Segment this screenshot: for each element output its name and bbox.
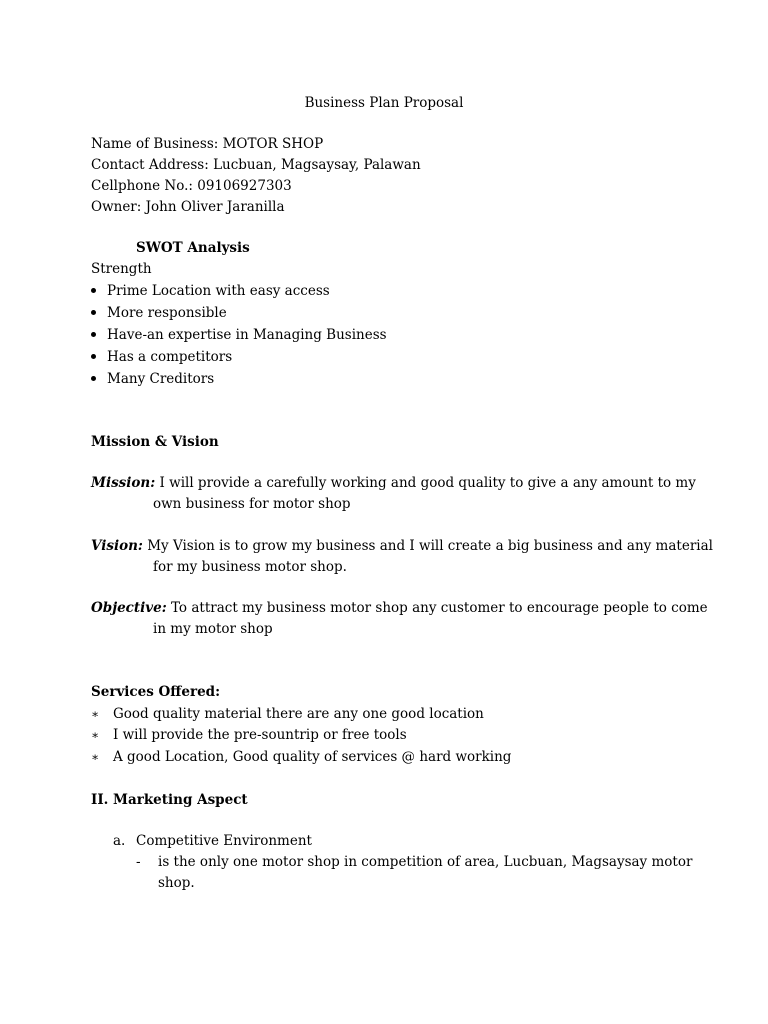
asterisk-bullet-icon: ∗ bbox=[91, 728, 100, 742]
competitive-environment-label: Competitive Environment bbox=[136, 833, 312, 849]
vision-paragraph: Vision: My Vision is to grow my business and I will create a big business and any material bbox=[91, 538, 713, 554]
owner-name: Owner: John Oliver Jaranilla bbox=[91, 199, 285, 215]
dash-marker: - bbox=[136, 854, 141, 870]
service-item: ∗ Good quality material there are any one good location bbox=[91, 706, 484, 722]
bullet-dot-icon bbox=[91, 288, 96, 293]
strength-item: Prime Location with easy access bbox=[91, 282, 330, 300]
service-item: ∗ A good Location, Good quality of services @ hard working bbox=[91, 749, 512, 765]
bullet-dot-icon bbox=[91, 376, 96, 381]
strength-item: Have-an expertise in Managing Business bbox=[91, 326, 387, 344]
asterisk-bullet-icon: ∗ bbox=[91, 750, 100, 764]
objective-paragraph: Objective: To attract my business motor shop any customer to encourage people to come bbox=[91, 600, 708, 616]
marketing-heading: II. Marketing Aspect bbox=[91, 792, 248, 808]
competition-text: is the only one motor shop in competition of area, Lucbuan, Magsaysay motor bbox=[158, 854, 693, 870]
business-name: Name of Business: MOTOR SHOP bbox=[91, 136, 324, 152]
cellphone-number: Cellphone No.: 09106927303 bbox=[91, 178, 292, 194]
asterisk-bullet-icon: ∗ bbox=[91, 707, 100, 721]
sub-marker: a. bbox=[113, 833, 126, 849]
bullet-dot-icon bbox=[91, 354, 96, 359]
competition-continuation: shop. bbox=[158, 875, 195, 891]
strength-item: Many Creditors bbox=[91, 370, 214, 388]
strength-item: Has a competitors bbox=[91, 348, 232, 366]
bullet-dot-icon bbox=[91, 310, 96, 315]
services-heading: Services Offered: bbox=[91, 684, 221, 700]
strength-label: Strength bbox=[91, 261, 152, 277]
swot-heading: SWOT Analysis bbox=[136, 240, 250, 256]
objective-continuation: in my motor shop bbox=[153, 621, 273, 637]
strength-item: More responsible bbox=[91, 304, 227, 322]
mission-continuation: own business for motor shop bbox=[153, 496, 351, 512]
contact-address: Contact Address: Lucbuan, Magsaysay, Palawan bbox=[91, 157, 421, 173]
document-title: Business Plan Proposal bbox=[304, 95, 464, 111]
mission-vision-heading: Mission & Vision bbox=[91, 434, 219, 450]
vision-continuation: for my business motor shop. bbox=[153, 559, 347, 575]
bullet-dot-icon bbox=[91, 332, 96, 337]
service-item: ∗ I will provide the pre-sountrip or free tools bbox=[91, 727, 407, 743]
mission-paragraph: Mission: I will provide a carefully working and good quality to give a any amount to my bbox=[91, 475, 696, 491]
